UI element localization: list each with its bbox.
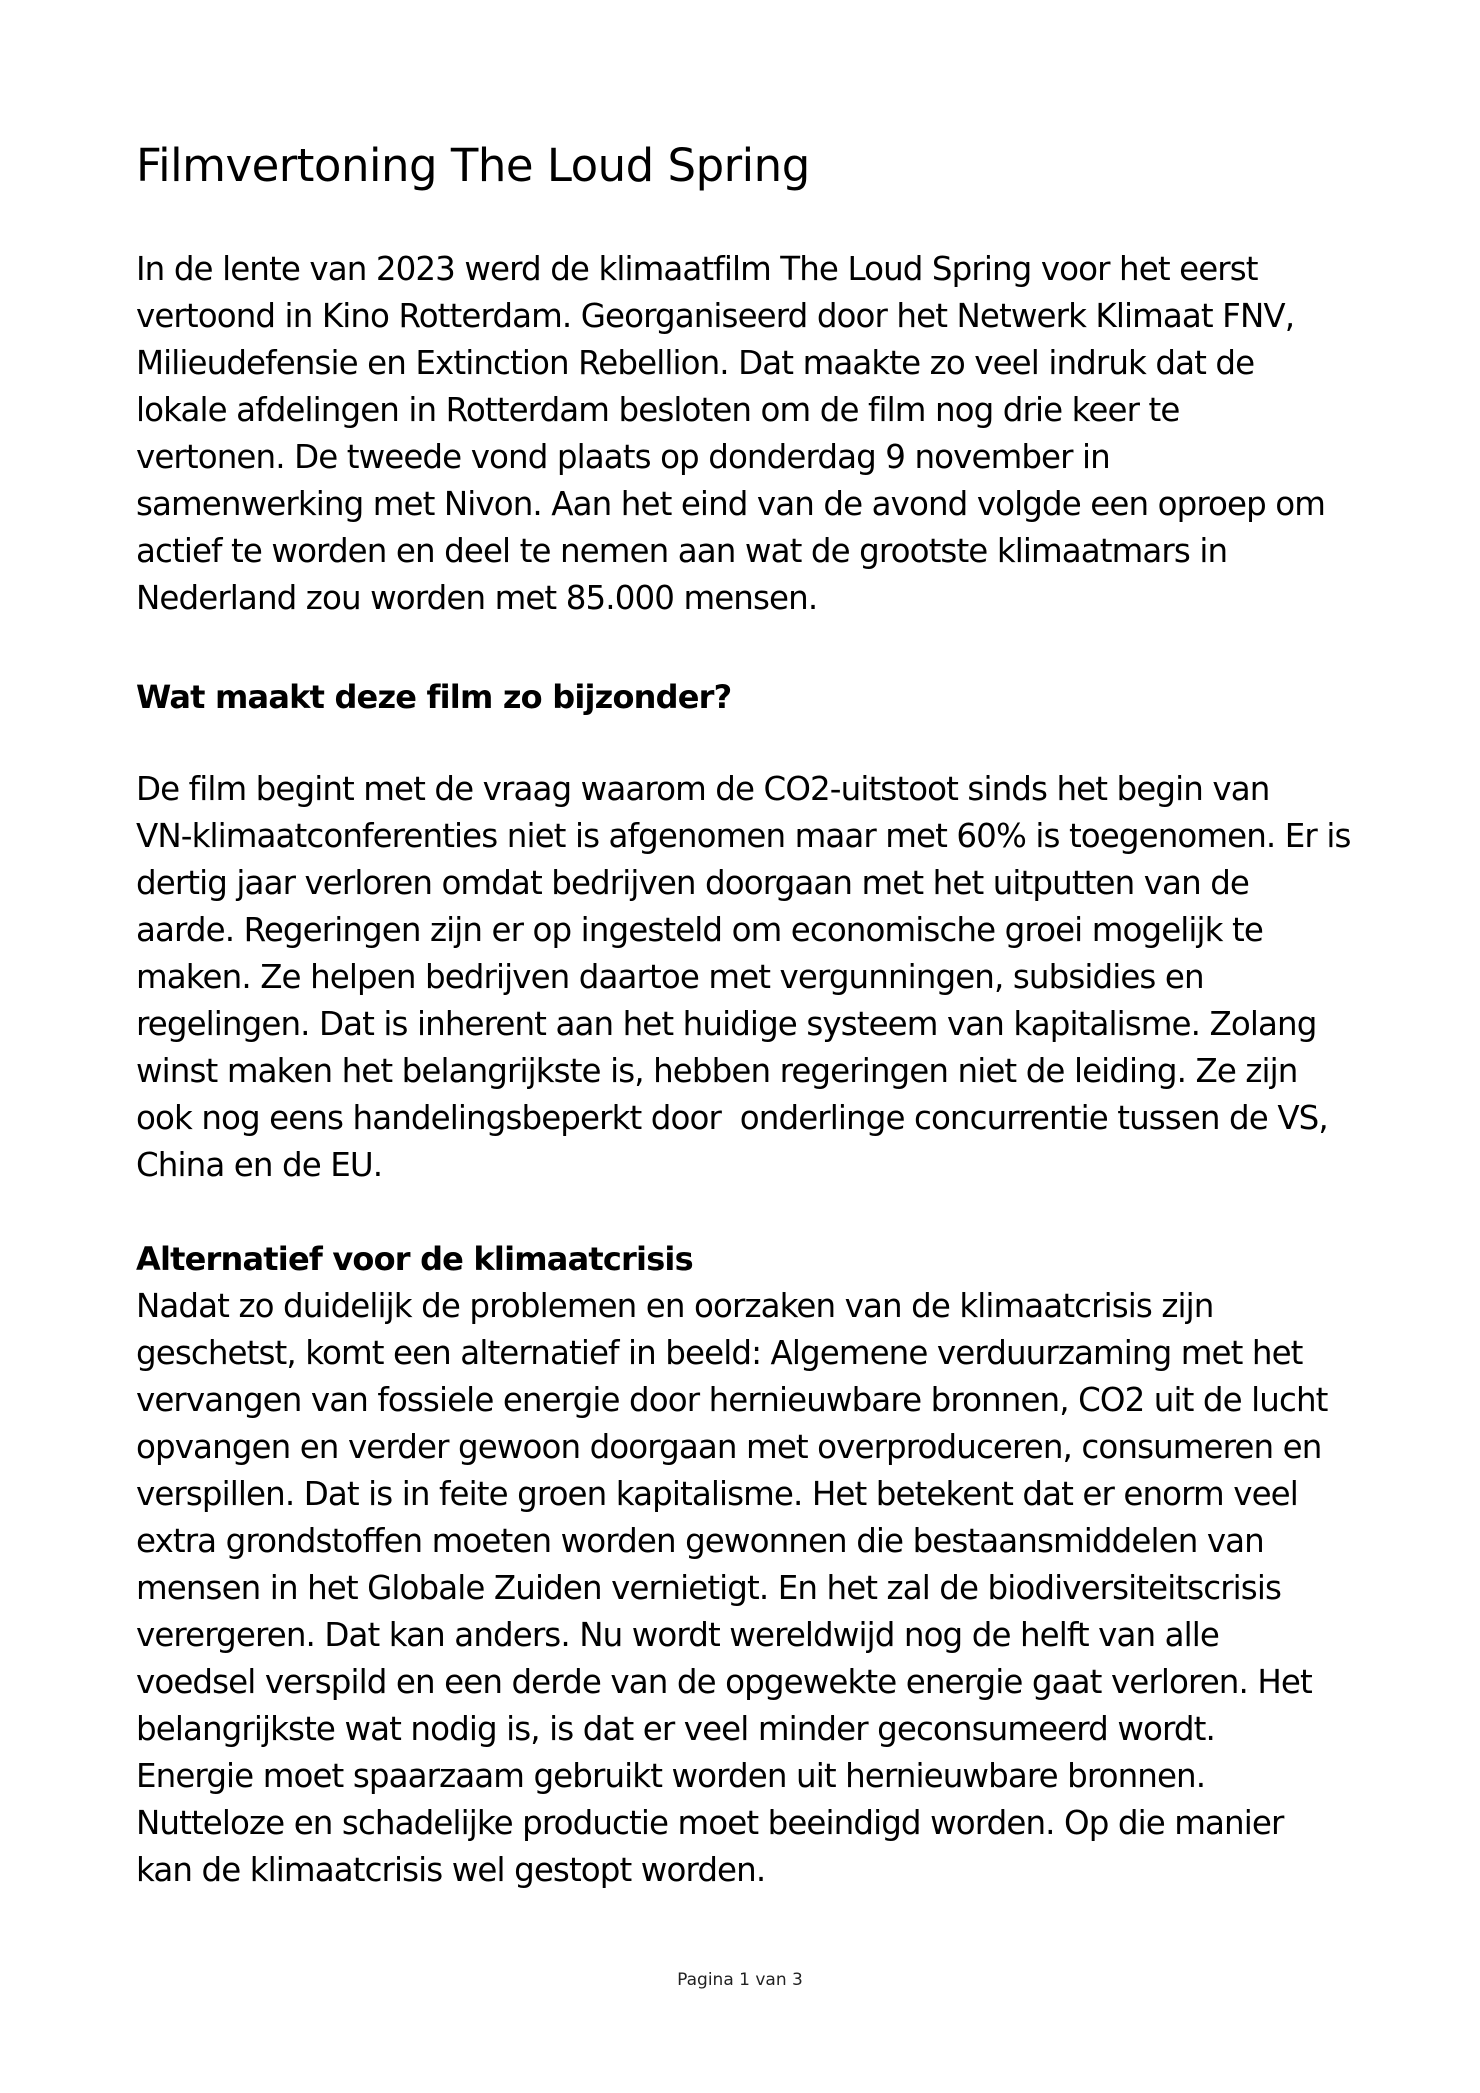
text-line: opvangen en verder gewoon doorgaan met overproduceren, consumeren en <box>136 1428 1322 1466</box>
text-line: extra grondstoffen moeten worden gewonnen die bestaansmiddelen van <box>136 1522 1264 1560</box>
section-heading: Alternatief voor de klimaatcrisis <box>136 1240 693 1278</box>
text-line: dertig jaar verloren omdat bedrijven doorgaan met het uitputten van de <box>136 864 1250 902</box>
text-line: ook nog eens handelingsbeperkt door onderlinge concurrentie tussen de VS, <box>136 1099 1328 1137</box>
text-line: mensen in het Globale Zuiden vernietigt. En het zal de biodiversiteitscrisis <box>136 1569 1282 1607</box>
text-line: Nutteloze en schadelijke productie moet beeindigd worden. Op die manier <box>136 1804 1284 1842</box>
text-line: maken. Ze helpen bedrijven daartoe met vergunningen, subsidies en <box>136 958 1204 996</box>
text-line: China en de EU. <box>136 1146 383 1184</box>
text-line: Nederland zou worden met 85.000 mensen. <box>136 579 818 617</box>
text-line: regelingen. Dat is inherent aan het huidige systeem van kapitalisme. Zolang <box>136 1005 1317 1043</box>
text-line: Energie moet spaarzaam gebruikt worden uit hernieuwbare bronnen. <box>136 1757 1206 1795</box>
text-line: lokale afdelingen in Rotterdam besloten om de film nog drie keer te <box>136 391 1180 429</box>
text-line: samenwerking met Nivon. Aan het eind van de avond volgde een oproep om <box>136 485 1326 523</box>
text-line: aarde. Regeringen zijn er op ingesteld om economische groei mogelijk te <box>136 911 1263 949</box>
text-line: Nadat zo duidelijk de problemen en oorzaken van de klimaatcrisis zijn <box>136 1287 1214 1325</box>
text-line: De film begint met de vraag waarom de CO2-uitstoot sinds het begin van <box>136 770 1270 808</box>
text-line: VN-klimaatconferenties niet is afgenomen maar met 60% is toegenomen. Er is <box>136 817 1351 855</box>
text-line: winst maken het belangrijkste is, hebben regeringen niet de leiding. Ze zijn <box>136 1052 1298 1090</box>
text-line: voedsel verspild en een derde van de opgewekte energie gaat verloren. Het <box>136 1663 1312 1701</box>
text-line: vertonen. De tweede vond plaats op donderdag 9 november in <box>136 438 1110 476</box>
text-line: belangrijkste wat nodig is, is dat er veel minder geconsumeerd wordt. <box>136 1710 1215 1748</box>
text-line: actief te worden en deel te nemen aan wat de grootste klimaatmars in <box>136 532 1228 570</box>
text-line: kan de klimaatcrisis wel gestopt worden. <box>136 1851 766 1889</box>
text-line: geschetst, komt een alternatief in beeld: Algemene verduurzaming met het <box>136 1334 1303 1372</box>
text-line: verspillen. Dat is in feite groen kapitalisme. Het betekent dat er enorm veel <box>136 1475 1298 1513</box>
text-line: verergeren. Dat kan anders. Nu wordt wereldwijd nog de helft van alle <box>136 1616 1219 1654</box>
text-line: vertoond in Kino Rotterdam. Georganiseerd door het Netwerk Klimaat FNV, <box>136 297 1295 335</box>
page-title: Filmvertoning The Loud Spring <box>136 139 810 192</box>
page-number-footer: Pagina 1 van 3 <box>677 1970 803 1990</box>
section-heading: Wat maakt deze film zo bijzonder? <box>136 678 732 716</box>
text-line: In de lente van 2023 werd de klimaatfilm The Loud Spring voor het eerst <box>136 250 1258 288</box>
text-line: Milieudefensie en Extinction Rebellion. Dat maakte zo veel indruk dat de <box>136 344 1255 382</box>
text-line: vervangen van fossiele energie door hernieuwbare bronnen, CO2 uit de lucht <box>136 1381 1328 1419</box>
